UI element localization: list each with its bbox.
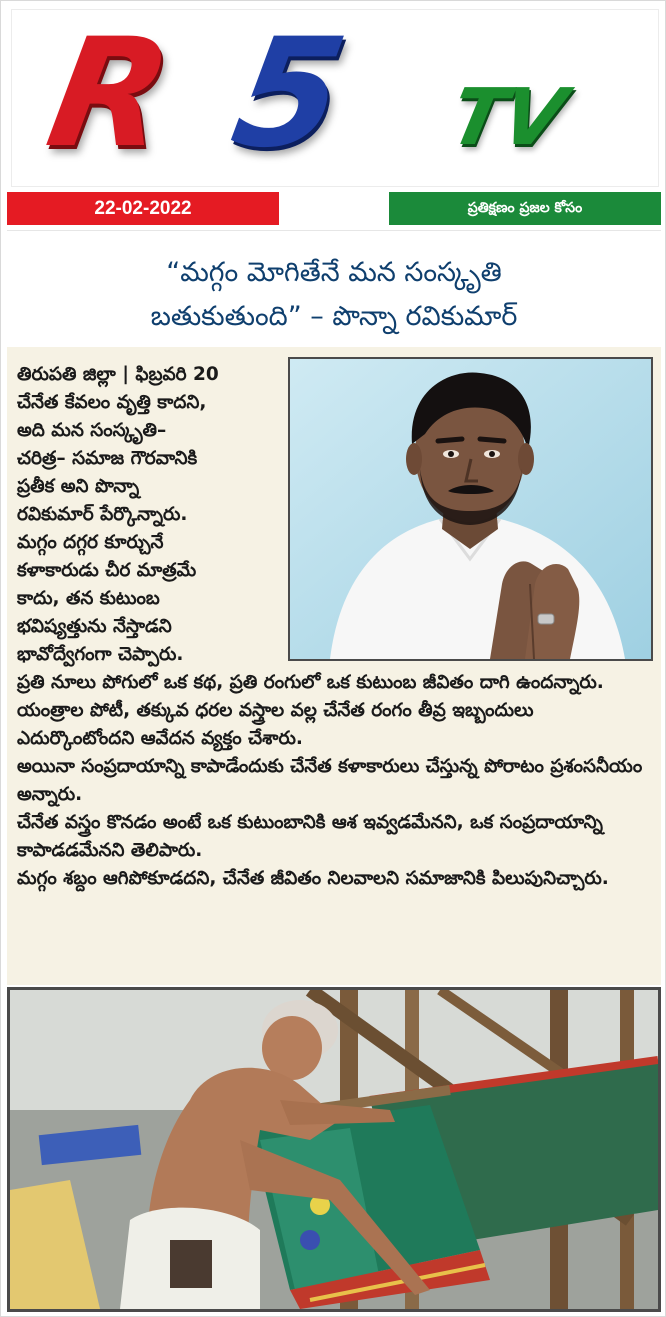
headline-line-1: “మగ్గం మోగితేనే మన సంస్కృతి — [166, 257, 502, 288]
intro-line: భావోద్వేగంగా చెప్పారు. — [17, 644, 184, 665]
article-intro — [17, 361, 285, 669]
headline-box — [7, 230, 661, 346]
headline-line-2: బతుకుతుంది” – పొన్నా రవికుమార్ — [150, 301, 518, 332]
intro-line: కళాకారుడు చీర మాత్రమే — [17, 560, 197, 581]
article-paragraph: చేనేత వస్త్రం కొనడం అంటే ఒక కుటుంబానికి ఆశ ఇవ్వడమేనని, ఒక సంప్రదాయాన్ని కాపాడడమేనని తెలిపారు. — [17, 812, 603, 861]
article-paragraph: మగ్గం శబ్దం ఆగిపోకూడదని, చేనేత జీవితం నిలవాలని సమాజానికి పిలుపునిచ్చారు. — [17, 868, 609, 889]
intro-line: చేనేత కేవలం వృత్తి కాదని, — [17, 392, 207, 413]
article-body — [7, 347, 661, 985]
intro-line: మగ్గం దగ్గర కూర్చునే — [17, 532, 164, 553]
weaver-loom-illustration — [10, 990, 658, 1309]
article-text — [17, 361, 657, 893]
intro-line: కాదు, తన కుటుంబ — [17, 588, 160, 609]
logo-digit-5: 5 — [221, 7, 351, 181]
intro-line: అది మన సంస్కృతి– — [17, 420, 167, 441]
headline — [27, 251, 641, 339]
date-banner: 22-02-2022 — [7, 192, 279, 225]
r5-tv-logo — [36, 7, 632, 181]
logo-tv: TV — [442, 73, 572, 163]
masthead — [11, 9, 659, 187]
article-paragraph: అయినా సంప్రదాయాన్ని కాపాడేందుకు చేనేత కళాకారులు చేస్తున్న పోరాటం ప్రశంసనీయం అన్నారు. — [17, 756, 643, 805]
loom-photo-frame — [7, 987, 661, 1312]
intro-line: తిరుపతి జిల్లా | ఫిబ్రవరి 20 — [17, 364, 219, 385]
article-paragraph: ప్రతి నూలు పోగులో ఒక కథ, ప్రతి రంగులో ఒక కుటుంబ జీవితం దాగి ఉందన్నారు. — [17, 672, 604, 693]
article-paragraph: యంత్రాల పోటీ, తక్కువ ధరల వస్త్రాల వల్ల చేనేత రంగం తీవ్ర ఇబ్బందులు ఎదుర్కొంటోందని ఆవేదన వ్యక్తం చేశారు. — [17, 700, 534, 749]
intro-line: చరిత్ర– సమాజ గౌరవానికి — [17, 448, 198, 469]
intro-line: రవికుమార్ పేర్కొన్నారు. — [17, 504, 188, 525]
intro-line: భవిష్యత్తును నేస్తాడని — [17, 616, 172, 637]
intro-line: ప్రతీక అని పొన్నా — [17, 476, 140, 497]
logo-letter-r: R — [36, 7, 177, 181]
tagline-banner: ప్రతిక్షణం ప్రజల కోసం — [389, 192, 661, 225]
